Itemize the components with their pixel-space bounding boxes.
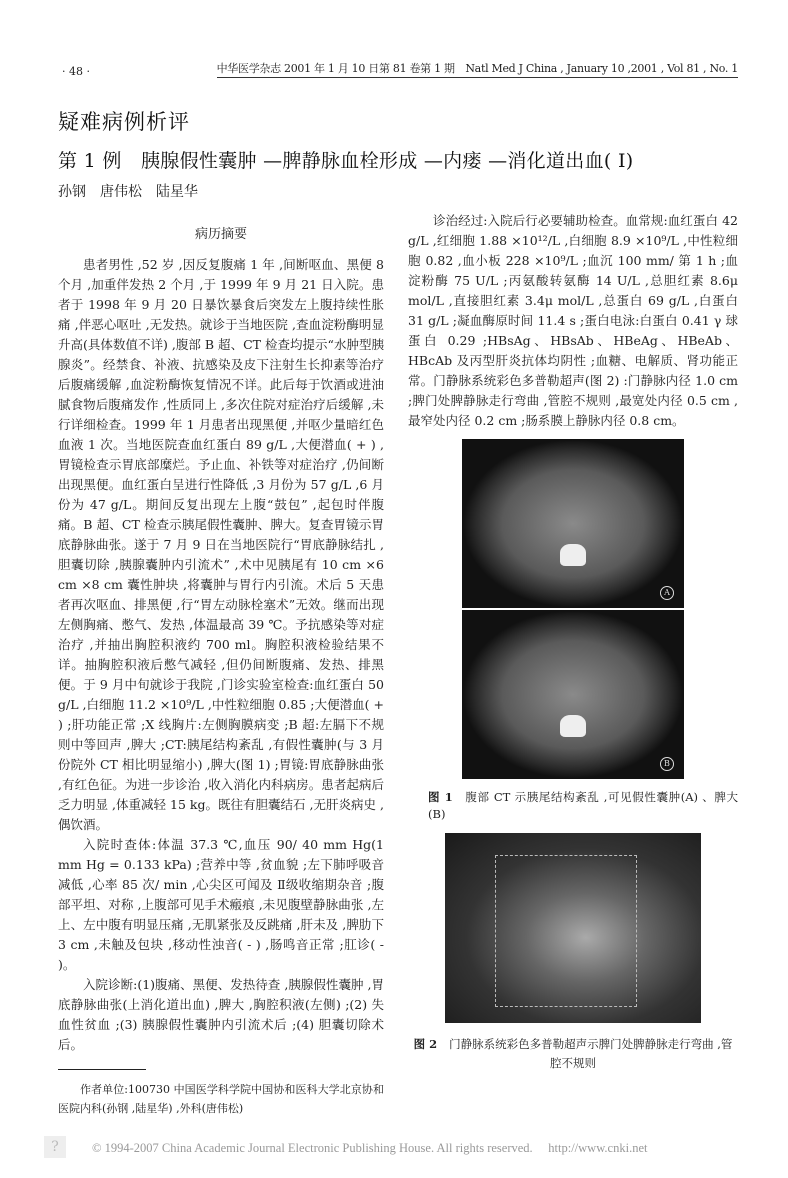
cnki-logo-icon: ? [44,1136,66,1158]
figure-2-caption-text: 门静脉系统彩色多普勒超声示脾门处脾静脉走行弯曲 ,管腔不规则 [449,1037,733,1070]
right-column [408,211,738,1118]
columns [58,211,738,1118]
doppler-sector-box [495,855,637,1007]
spine-shape [560,544,586,566]
author-affiliation-footnote: 作者单位:100730 中国医学科学院中国协和医科大学北京协和医院内科(孙钢 ,陆星华) ,外科(唐伟松) [58,1083,384,1115]
figure-1-caption-text: 腹部 CT 示胰尾结构紊乱 ,可见假性囊肿(A) 、脾大(B) [428,790,738,821]
figure-1-ct-image [462,439,684,779]
paragraph-diagnosis: 入院诊断:(1)腹痛、黑便、发热待查 ,胰腺假性囊肿 ,胃底静脉曲张(上消化道出血) ,脾大 ,胸腔积液(左侧) ;(2) 失血性贫血 ;(3) 胰腺假性囊肿内引流术后 ;(4) 胆囊切除术后。 [58,977,384,1052]
footer-row [44,1136,738,1158]
figure-1-label: 图 1 [428,790,453,804]
figure-2-ultrasound-image [445,833,701,1023]
abstract-heading: 病历摘要 [194,227,247,242]
panel-label-b: B [660,757,674,771]
section-title: 疑难病例析评 [58,110,190,134]
paragraph-exam: 入院时查体:体温 37.3 ℃,血压 90/ 40 mm Hg(1 mm Hg = 0.133 kPa) ;营养中等 ,贫血貌 ;左下肺呼吸音减低 ,心率 85 次/ min ,心尖区可闻及 Ⅱ级收缩期杂音 ;腹部平坦、对称 ,上腹部可见手术瘢痕 ,未见腹壁静脉曲张 ,左上、左中腹有明显压痛 ,无肌紧张及反跳痛 ,肝未及 ,脾肋下 3 cm ,未触及包块 ,移动性浊音( - ) ,肠鸣音正常 ;肛诊( - )。 [58,837,384,972]
running-header: 中华医学杂志 2001 年 1 月 10 日第 81 卷第 1 期 Natl Med J China , January 10 ,2001 , Vol 81 , No. 1 [217,60,738,78]
paragraph-course: 诊治经过:入院后行必要辅助检查。血常规:血红蛋白 42 g/L ,红细胞 1.88 ×10¹²/L ,白细胞 8.9 ×10⁹/L ,中性粒细胞 0.82 ,血小板 228 ×10⁹/L ;血沉 100 mm/ 第 1 h ;血淀粉酶 75 U/L ;丙氨酸转氨酶 14 U/L ,总胆红素 8.6μ mol/L ,直接胆红素 3.4μ mol/L ,总蛋白 69 g/L ,白蛋白 31 g/L ;凝血酶原时间 11.4 s ;蛋白电泳:白蛋白 0.41 γ 球蛋白 0.29 ;HBsAg、HBsAb、HBeAg、HBeAb、HBcAb 及丙型肝炎抗体均阴性 ;血糖、电解质、肾功能正常。门静脉系统彩色多普勒超声(图 2) :门静脉内径 1.0 cm ;脾门处脾静脉走行弯曲 ,管腔不规则 ,最宽处内径 0.5 cm ,最窄处内径 0.2 cm ;肠系膜上静脉内径 0.8 cm。 [408,213,738,428]
header-row [62,60,738,78]
figure-2-label: 图 2 [413,1037,438,1051]
left-column [58,211,384,1118]
figure-2-caption [408,1035,738,1073]
spine-shape [560,715,586,737]
figure-1-caption [408,789,738,823]
ct-panel-b [462,610,684,779]
article-title: 第 1 例 胰腺假性囊肿 —脾静脉血栓形成 —内瘘 —消化道出血( Ⅰ) [58,150,634,172]
paragraph-history: 患者男性 ,52 岁 ,因反复腹痛 1 年 ,间断呕血、黑便 8 个月 ,加重伴发热 2 个月 ,于 1999 年 9 月 21 日入院。患者于 1998 年 9 月 20 日暴饮暴食后突发左上腹持续性胀痛 ,伴恶心呕吐 ,无发热。就诊于当地医院 ,查血淀粉酶明显升高(具体数值不详) ,腹部 B 超、CT 检查均提示“水肿型胰腺炎”。经禁食、补液、抗感染及皮下注射生长抑素等治疗后腹痛缓解 ,血淀粉酶恢复情况不详。此后每于饮酒或进油腻食物后腹痛发作 ,性质同上 ,多次住院对症治疗后缓解 ,未行详细检查。1999 年 1 月患者出现黑便 ,并呕少量暗红色血液 1 次。当地医院查血红蛋白 89 g/L ,大便潜血( + ) ,胃镜检查示胃底部糜烂。予止血、补铁等对症治疗 ,仍间断出现黑便。血红蛋白呈进行性降低 ,3 月份为 57 g/L ,6 月份为 47 g/L。期间反复出现左上腹“鼓包” ,起包时伴腹痛。B 超、CT 检查示胰尾假性囊肿、脾大。复查胃镜示胃底静脉曲张。遂于 7 月 9 日在当地医院行“胃底静脉结扎 ,胆囊切除 ,胰腺囊肿内引流术” ,术中见胰尾有 10 cm ×6 cm ×8 cm 囊性肿块 ,将囊肿与胃行内引流。术后 5 天患者再次呕血、排黑便 ,行“胃左动脉栓塞术”无效。继而出现左侧胸痛、憋气、发热 ,体温最高 39 ℃。予抗感染等对症治疗 ,并抽出胸腔积液约 700 ml。胸腔积液检验结果不详。抽胸腔积液后憋气减轻 ,但仍间断腹痛、发热、排黑便。于 9 月中旬就诊于我院 ,门诊实验室检查:血红蛋白 50 g/L ,白细胞 11.2 ×10⁹/L ,中性粒细胞 0.85 ;大便潜血( + ) ;肝功能正常 ;X 线胸片:左侧胸膜病变 ;B 超:左膈下不规则中等回声 ,脾大 ;CT:胰尾结构紊乱 ,有假性囊肿(与 3 月份院外 CT 相比明显缩小) ,脾大(图 1) ;胃镜:胃底静脉曲张 ,有红色征。为进一步诊治 ,收入消化内科病房。患者起病后乏力明显 ,体重减轻 15 kg。既往有胆囊结石 ,无肝炎病史 ,偶饮酒。 [58,257,384,832]
panel-label-a: A [660,586,674,600]
copyright-footer: © 1994-2007 China Academic Journal Electronic Publishing House. All rights reserved. http://www.cnki.net [92,1141,648,1155]
ct-panel-a [462,439,684,608]
page-number: · 48 · [62,65,90,78]
footnote-divider [58,1069,146,1070]
authors: 孙钢 唐伟松 陆星华 [58,184,198,200]
